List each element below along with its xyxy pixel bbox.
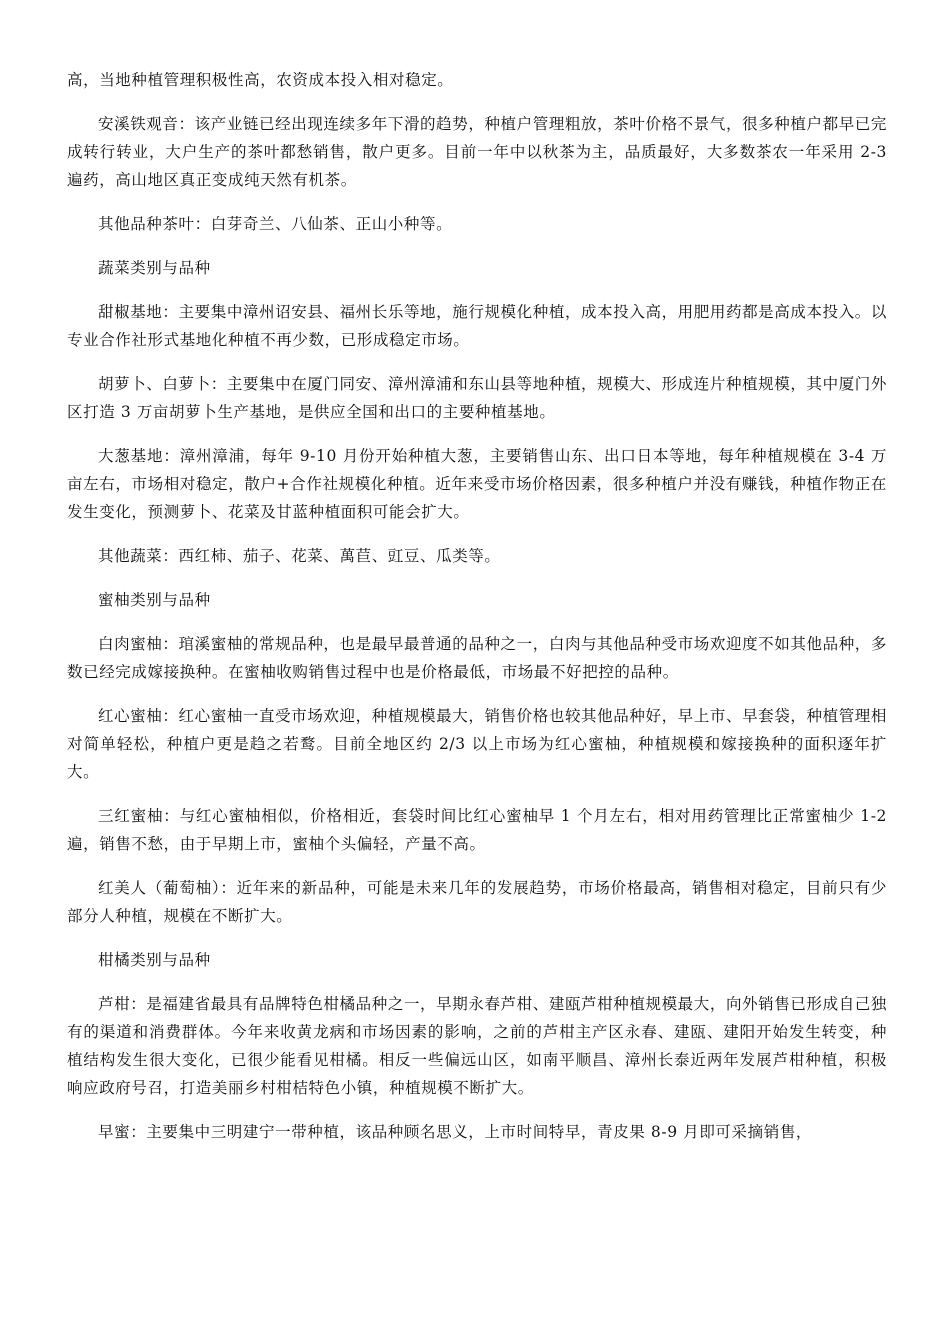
paragraph-grapefruit: 红美人（葡萄柚）：近年来的新品种，可能是未来几年的发展趋势，市场价格最高，销售相对稳定，目前只有少部分人种植，规模在不断扩大。 xyxy=(67,879,887,925)
paragraph-ponkan: 芦柑：是福建省最具有品牌特色柑橘品种之一，早期永春芦柑、建瓯芦柑种植规模最大，向外销售已形成自己独有的渠道和消费群体。今年来收黄龙病和市场因素的影响，之前的芦柑主产区永春、建瓯、建阳开始发生转变，种植结构发生很大变化，已很少能看见柑橘。相反一些偏远山区，如南平顺昌、漳州长泰近两年发展芦柑种植，积极响应政府号召，打造美丽乡村柑桔特色小镇，种植规模不断扩大。 xyxy=(67,995,887,1097)
paragraph-sanhong-pomelo: 三红蜜柚：与红心蜜柚相似，价格相近，套袋时间比红心蜜柚早 1 个月左右，相对用药管理比正常蜜柚少 1-2 遍，销售不愁，由于早期上市，蜜柚个头偏轻，产量不高。 xyxy=(67,807,887,853)
section-heading-pomelo: 蜜柚类别与品种 xyxy=(98,591,211,609)
paragraph-other-vegetables: 其他蔬菜：西红柿、茄子、花菜、萬苣、豇豆、瓜类等。 xyxy=(98,547,501,565)
paragraph-other-tea: 其他品种茶叶：白芽奇兰、八仙茶、正山小种等。 xyxy=(98,215,453,233)
paragraph-anxi-tieguanyin: 安溪铁观音：该产业链已经出现连续多年下滑的趋势，种植户管理粗放，茶叶价格不景气，很多种植户都早已完成转行转业，大户生产的茶叶都愁销售，散户更多。目前一年中以秋茶为主，品质最好，大多数茶农一年采用 2-3 遍药，高山地区真正变成纯天然有机茶。 xyxy=(67,115,887,189)
section-heading-vegetables: 蔬菜类别与品种 xyxy=(98,259,211,277)
paragraph-carrot-radish: 胡萝卜、白萝卜：主要集中在厦门同安、漳州漳浦和东山县等地种植，规模大、形成连片种植规模，其中厦门外区打造 3 万亩胡萝卜生产基地，是供应全国和出口的主要种植基地。 xyxy=(67,375,887,421)
paragraph-white-pomelo: 白肉蜜柚：琯溪蜜柚的常规品种，也是最早最普通的品种之一，白肉与其他品种受市场欢迎度不如其他品种，多数已经完成嫁接换种。在蜜柚收购销售过程中也是价格最低，市场最不好把控的品种。 xyxy=(67,635,887,681)
document-body xyxy=(67,66,887,1162)
paragraph-scallion: 大葱基地：漳州漳浦，每年 9-10 月份开始种植大葱，主要销售山东、出口日本等地，每年种植规模在 3-4 万亩左右，市场相对稳定，散户+合作社规模化种植。近年来受市场价格因素，很多种植户并没有赚钱，种植作物正在发生变化，预测萝卜、花菜及甘蓝种植面积可能会扩大。 xyxy=(67,447,887,521)
section-heading-citrus: 柑橘类别与品种 xyxy=(98,951,211,969)
paragraph-sweet-pepper: 甜椒基地：主要集中漳州诏安县、福州长乐等地，施行规模化种植，成本投入高，用肥用药都是高成本投入。以专业合作社形式基地化种植不再少数，已形成稳定市场。 xyxy=(67,303,887,349)
paragraph-early-honey: 早蜜：主要集中三明建宁一带种植，该品种顾名思义，上市时间特早，青皮果 8-9 月即可采摘销售， xyxy=(98,1123,813,1141)
paragraph-red-pomelo: 红心蜜柚：红心蜜柚一直受市场欢迎，种植规模最大，销售价格也较其他品种好，早上市、早套袋，种植管理相对简单轻松，种植户更是趋之若鹜。目前全地区约 2/3 以上市场为红心蜜柚，种植规模和嫁接换种的面积逐年扩大。 xyxy=(67,707,887,781)
paragraph-continuation: 高，当地种植管理积极性高，农资成本投入相对稳定。 xyxy=(67,71,454,89)
